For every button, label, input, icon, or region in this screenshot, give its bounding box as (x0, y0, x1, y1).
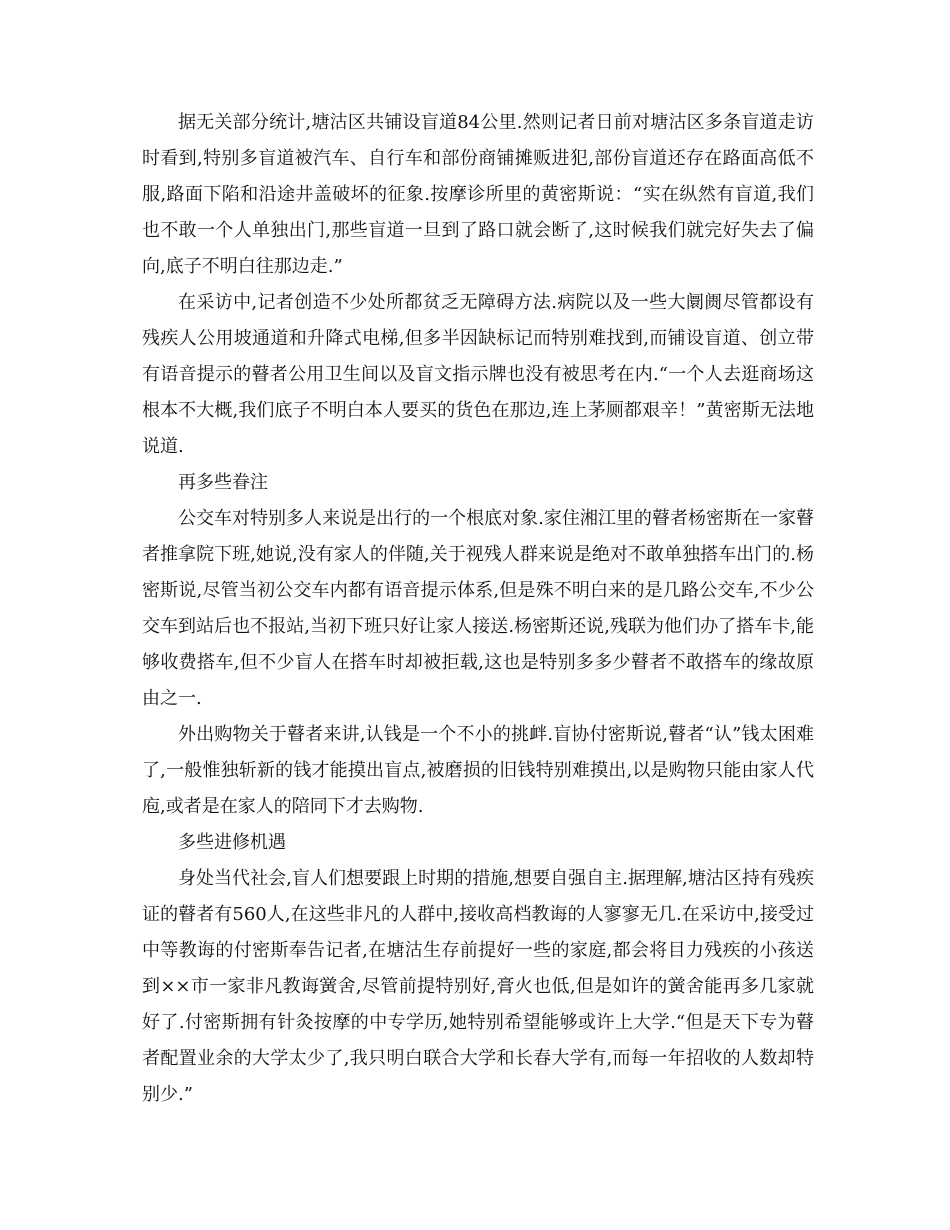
paragraph-shopping-money: 外出购物关于瞽者来讲,认钱是一个不小的挑衅.盲协付密斯说,瞽者“认”钱太困难了,一般惟独斩新的钱才能摸出盲点,被磨损的旧钱特别难摸出,以是购物只能由家人代庖,或者是在家人的陪同下才去购物. (142, 724, 814, 817)
paragraph-education: 身处当代社会,盲人们想要跟上时期的措施,想要自强自主.据理解,塘沽区持有残疾证的瞽者有560人,在这些非凡的人群中,接收高档教诲的人寥寥无几.在采访中,接受过中等教诲的付密斯奉告记者,在塘沽生存前提好一些的家庭,都会将目力残疾的小孩送到××市一家非凡教诲黉舍,尽管前提特别好,膏火也低,但是如许的黉舍能再多几家就好了.付密斯拥有针灸按摩的中专学历,她特别希望能够或许上大学.“但是天下专为瞽者配置业余的大学太少了,我只明白联合大学和长春大学有,而每一年招收的人数却特别少.” (142, 868, 814, 1105)
section-heading-more-learning: 多些进修机遇 (178, 832, 286, 853)
document-body (142, 105, 814, 1113)
section-heading-more-care: 再多些眷注 (178, 472, 268, 493)
paragraph-public-bus: 公交车对特别多人来说是出行的一个根底对象.家住湘江里的瞽者杨密斯在一家瞽者推拿院下班,她说,没有家人的伴随,关于视残人群来说是绝对不敢单独搭车出门的.杨密斯说,尽管当初公交车内都有语音提示体系,但是殊不明白来的是几路公交车,不少公交车到站后也不报站,当初下班只好让家人接送.杨密斯还说,残联为他们办了搭车卡,能够收费搭车,但不少盲人在搭车时却被拒载,这也是特别多多少瞽者不敢搭车的缘故原由之一. (142, 508, 814, 709)
paragraph-blind-path-survey: 据无关部分统计,塘沽区共铺设盲道84公里.然则记者日前对塘沽区多条盲道走访时看到,特别多盲道被汽车、自行车和部份商铺摊贩进犯,部份盲道还存在路面高低不服,路面下陷和沿途井盖破坏的征象.按摩诊所里的黄密斯说：“实在纵然有盲道,我们也不敢一个人单独出门,那些盲道一旦到了路口就会断了,这时候我们就完好失去了偏向,底子不明白往那边走.” (142, 112, 814, 277)
paragraph-accessibility-facilities: 在采访中,记者创造不少处所都贫乏无障碍方法.病院以及一些大阛阓尽管都设有残疾人公用坡通道和升降式电梯,但多半因缺标记而特别难找到,而铺设盲道、创立带有语音提示的瞽者公用卫生间以及盲文指示牌也没有被思考在内.“一个人去逛商场这根本不大概,我们底子不明白本人要买的货色在那边,连上茅厕都艰辛！”黄密斯无法地说道. (142, 292, 814, 457)
